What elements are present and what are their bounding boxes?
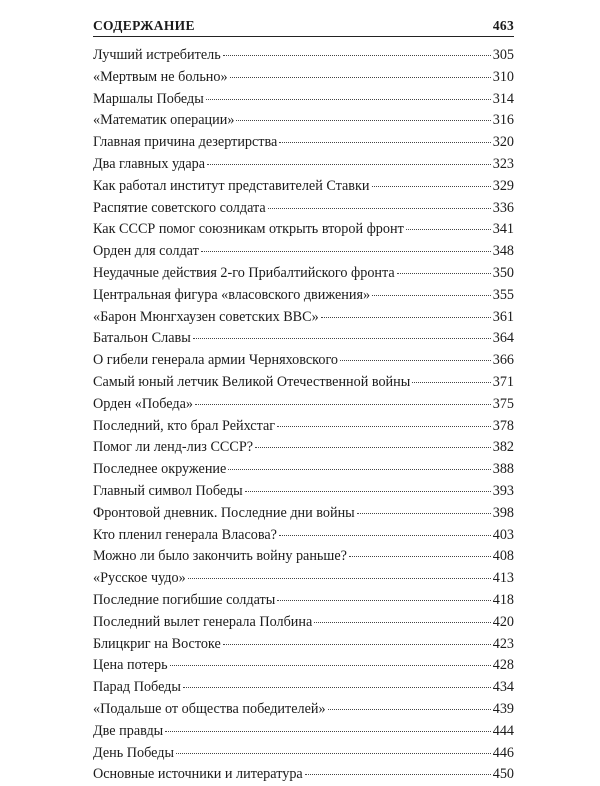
toc-entry: [93, 459, 514, 481]
dot-leader: [183, 687, 491, 688]
dot-leader: [372, 186, 491, 187]
toc-entry-page: 420: [492, 613, 514, 630]
toc-entry: [93, 416, 514, 438]
toc-entry-title: Две правды: [93, 722, 164, 739]
toc-entry: [93, 503, 514, 525]
toc-entry-page: 361: [492, 308, 514, 325]
toc-entry-title: Как работал институт представителей Ставки: [93, 177, 370, 194]
toc-entry-page: 350: [492, 264, 514, 281]
toc-entry-page: 336: [492, 199, 514, 216]
header-rule: [93, 36, 514, 37]
toc-entry-title: Цена потерь: [93, 657, 168, 674]
toc-entry-title: Самый юный летчик Великой Отечественной войны: [93, 373, 411, 390]
toc-entry-title: Как СССР помог союзникам открыть второй фронт: [93, 221, 404, 238]
dot-leader: [176, 753, 491, 754]
toc-entry-title: Последний, кто брал Рейхстаг: [93, 417, 276, 434]
toc-entry-page: 355: [492, 286, 514, 303]
toc-entry-title: Два главных удара: [93, 155, 206, 172]
toc-entry: [93, 241, 514, 263]
toc-entry-title: Фронтовой дневник. Последние дни войны: [93, 504, 355, 521]
toc-entry-title: «Русское чудо»: [93, 570, 186, 587]
running-header: [93, 12, 514, 34]
dot-leader: [372, 295, 491, 296]
toc-entry-page: 371: [492, 373, 514, 390]
toc-entry-page: 378: [492, 417, 514, 434]
dot-leader: [412, 382, 490, 383]
toc-entry-page: 388: [492, 461, 514, 478]
toc-entry-page: 434: [492, 679, 514, 696]
toc-entry-title: Центральная фигура «власовского движения»: [93, 286, 371, 303]
toc-entry: [93, 590, 514, 612]
toc-entry-page: 348: [492, 243, 514, 260]
toc-entry-page: 320: [492, 134, 514, 151]
toc-entry-page: 382: [492, 439, 514, 456]
dot-leader: [245, 491, 491, 492]
toc-entry-title: Блицкриг на Востоке: [93, 635, 221, 652]
toc-entry: [93, 285, 514, 307]
toc-entry-page: 418: [492, 591, 514, 608]
toc-entry-title: «Математик операции»: [93, 112, 235, 129]
dot-leader: [279, 142, 490, 143]
toc-entry-page: 398: [492, 504, 514, 521]
toc-entry-title: Орден для солдат: [93, 243, 199, 260]
dot-leader: [228, 469, 490, 470]
toc-entry: [93, 699, 514, 721]
toc-entry: [93, 198, 514, 220]
toc-entry-page: 408: [492, 548, 514, 565]
toc-entry-page: 329: [492, 177, 514, 194]
toc-entry-page: 323: [492, 155, 514, 172]
dot-leader: [230, 77, 491, 78]
dot-leader: [223, 644, 491, 645]
toc-entry-page: 450: [492, 766, 514, 783]
toc-entry: [93, 525, 514, 547]
toc-entry: [93, 45, 514, 67]
dot-leader: [207, 164, 491, 165]
dot-leader: [223, 55, 491, 56]
dot-leader: [170, 665, 491, 666]
toc-entry: [93, 764, 514, 786]
toc-entry-title: Маршалы Победы: [93, 90, 204, 107]
dot-leader: [397, 273, 491, 274]
toc-entry-page: 444: [492, 722, 514, 739]
dot-leader: [195, 404, 491, 405]
toc-entry-title: Батальон Славы: [93, 330, 191, 347]
toc-entry-page: 341: [492, 221, 514, 238]
dot-leader: [268, 208, 491, 209]
toc-entry-title: Последний вылет генерала Полбина: [93, 613, 313, 630]
header-page-number: 463: [492, 18, 514, 33]
toc-entry: [93, 328, 514, 350]
toc-entry-page: 393: [492, 482, 514, 499]
toc-entry: [93, 219, 514, 241]
toc-entry: [93, 350, 514, 372]
toc-entry-title: Главный символ Победы: [93, 482, 243, 499]
toc-entry-page: 366: [492, 352, 514, 369]
dot-leader: [236, 120, 490, 121]
toc-entry-page: 364: [492, 330, 514, 347]
dot-leader: [206, 99, 491, 100]
toc-entry-title: «Подальше от общества победителей»: [93, 700, 326, 717]
toc-entry-page: 439: [492, 700, 514, 717]
dot-leader: [305, 774, 491, 775]
toc-entry-title: Лучший истребитель: [93, 47, 221, 63]
toc-entry-title: О гибели генерала армии Черняховского: [93, 352, 339, 369]
dot-leader: [277, 426, 491, 427]
toc-entry: [93, 89, 514, 111]
toc-entry-page: 316: [492, 112, 514, 129]
toc-entry-title: Главная причина дезертирства: [93, 134, 278, 151]
toc-entry: [93, 67, 514, 89]
toc-entry-title: Орден «Победа»: [93, 395, 193, 412]
toc-entry-title: Помог ли ленд-лиз СССР?: [93, 439, 254, 456]
toc-entry-title: Кто пленил генерала Власова?: [93, 526, 277, 543]
dot-leader: [340, 360, 491, 361]
header-title: СОДЕРЖАНИЕ: [93, 18, 195, 33]
toc-entry: [93, 176, 514, 198]
toc-entry: [93, 132, 514, 154]
dot-leader: [279, 535, 491, 536]
toc-entry-title: «Барон Мюнгхаузен советских ВВС»: [93, 308, 319, 325]
dot-leader: [357, 513, 491, 514]
toc-entry-page: 314: [492, 90, 514, 107]
toc-entry-title: Неудачные действия 2-го Прибалтийского фронта: [93, 264, 395, 281]
dot-leader: [321, 317, 491, 318]
toc-entry: [93, 372, 514, 394]
dot-leader: [255, 447, 491, 448]
toc-entry-page: 446: [492, 744, 514, 761]
toc-entry-page: 428: [492, 657, 514, 674]
toc-entry: [93, 612, 514, 634]
toc-entry: [93, 634, 514, 656]
dot-leader: [406, 229, 491, 230]
dot-leader: [165, 731, 491, 732]
toc-entry-page: 310: [492, 68, 514, 85]
toc-entry-title: Можно ли было закончить войну раньше?: [93, 548, 347, 565]
toc-entry-title: «Мертвым не больно»: [93, 68, 228, 85]
toc-entry: [93, 110, 514, 132]
toc-entry-title: День Победы: [93, 744, 174, 761]
toc-entry-page: 375: [492, 395, 514, 412]
toc-entry-page: 423: [492, 635, 514, 652]
toc-entry-title: Последнее окружение: [93, 461, 227, 478]
toc-entry: [93, 394, 514, 416]
toc-entry-title: Распятие советского солдата: [93, 199, 266, 216]
dot-leader: [188, 578, 491, 579]
dot-leader: [201, 251, 491, 252]
toc-entry: [93, 263, 514, 285]
toc-entry-title: Основные источники и литература: [93, 766, 303, 783]
toc-entry: [93, 677, 514, 699]
toc-entry-page: 413: [492, 570, 514, 587]
dot-leader: [193, 338, 491, 339]
toc-entry: [93, 546, 514, 568]
table-of-contents: [93, 45, 514, 786]
toc-entry-page: 305: [492, 47, 514, 63]
toc-entry: [93, 437, 514, 459]
toc-entry: [93, 721, 514, 743]
toc-entry: [93, 307, 514, 329]
toc-entry-title: Парад Победы: [93, 679, 181, 696]
toc-entry: [93, 481, 514, 503]
toc-entry-title: Последние погибшие солдаты: [93, 591, 276, 608]
dot-leader: [314, 622, 490, 623]
dot-leader: [328, 709, 491, 710]
dot-leader: [277, 600, 490, 601]
toc-entry: [93, 743, 514, 765]
toc-entry: [93, 568, 514, 590]
dot-leader: [349, 556, 491, 557]
toc-entry-page: 403: [492, 526, 514, 543]
toc-entry: [93, 154, 514, 176]
toc-entry: [93, 655, 514, 677]
